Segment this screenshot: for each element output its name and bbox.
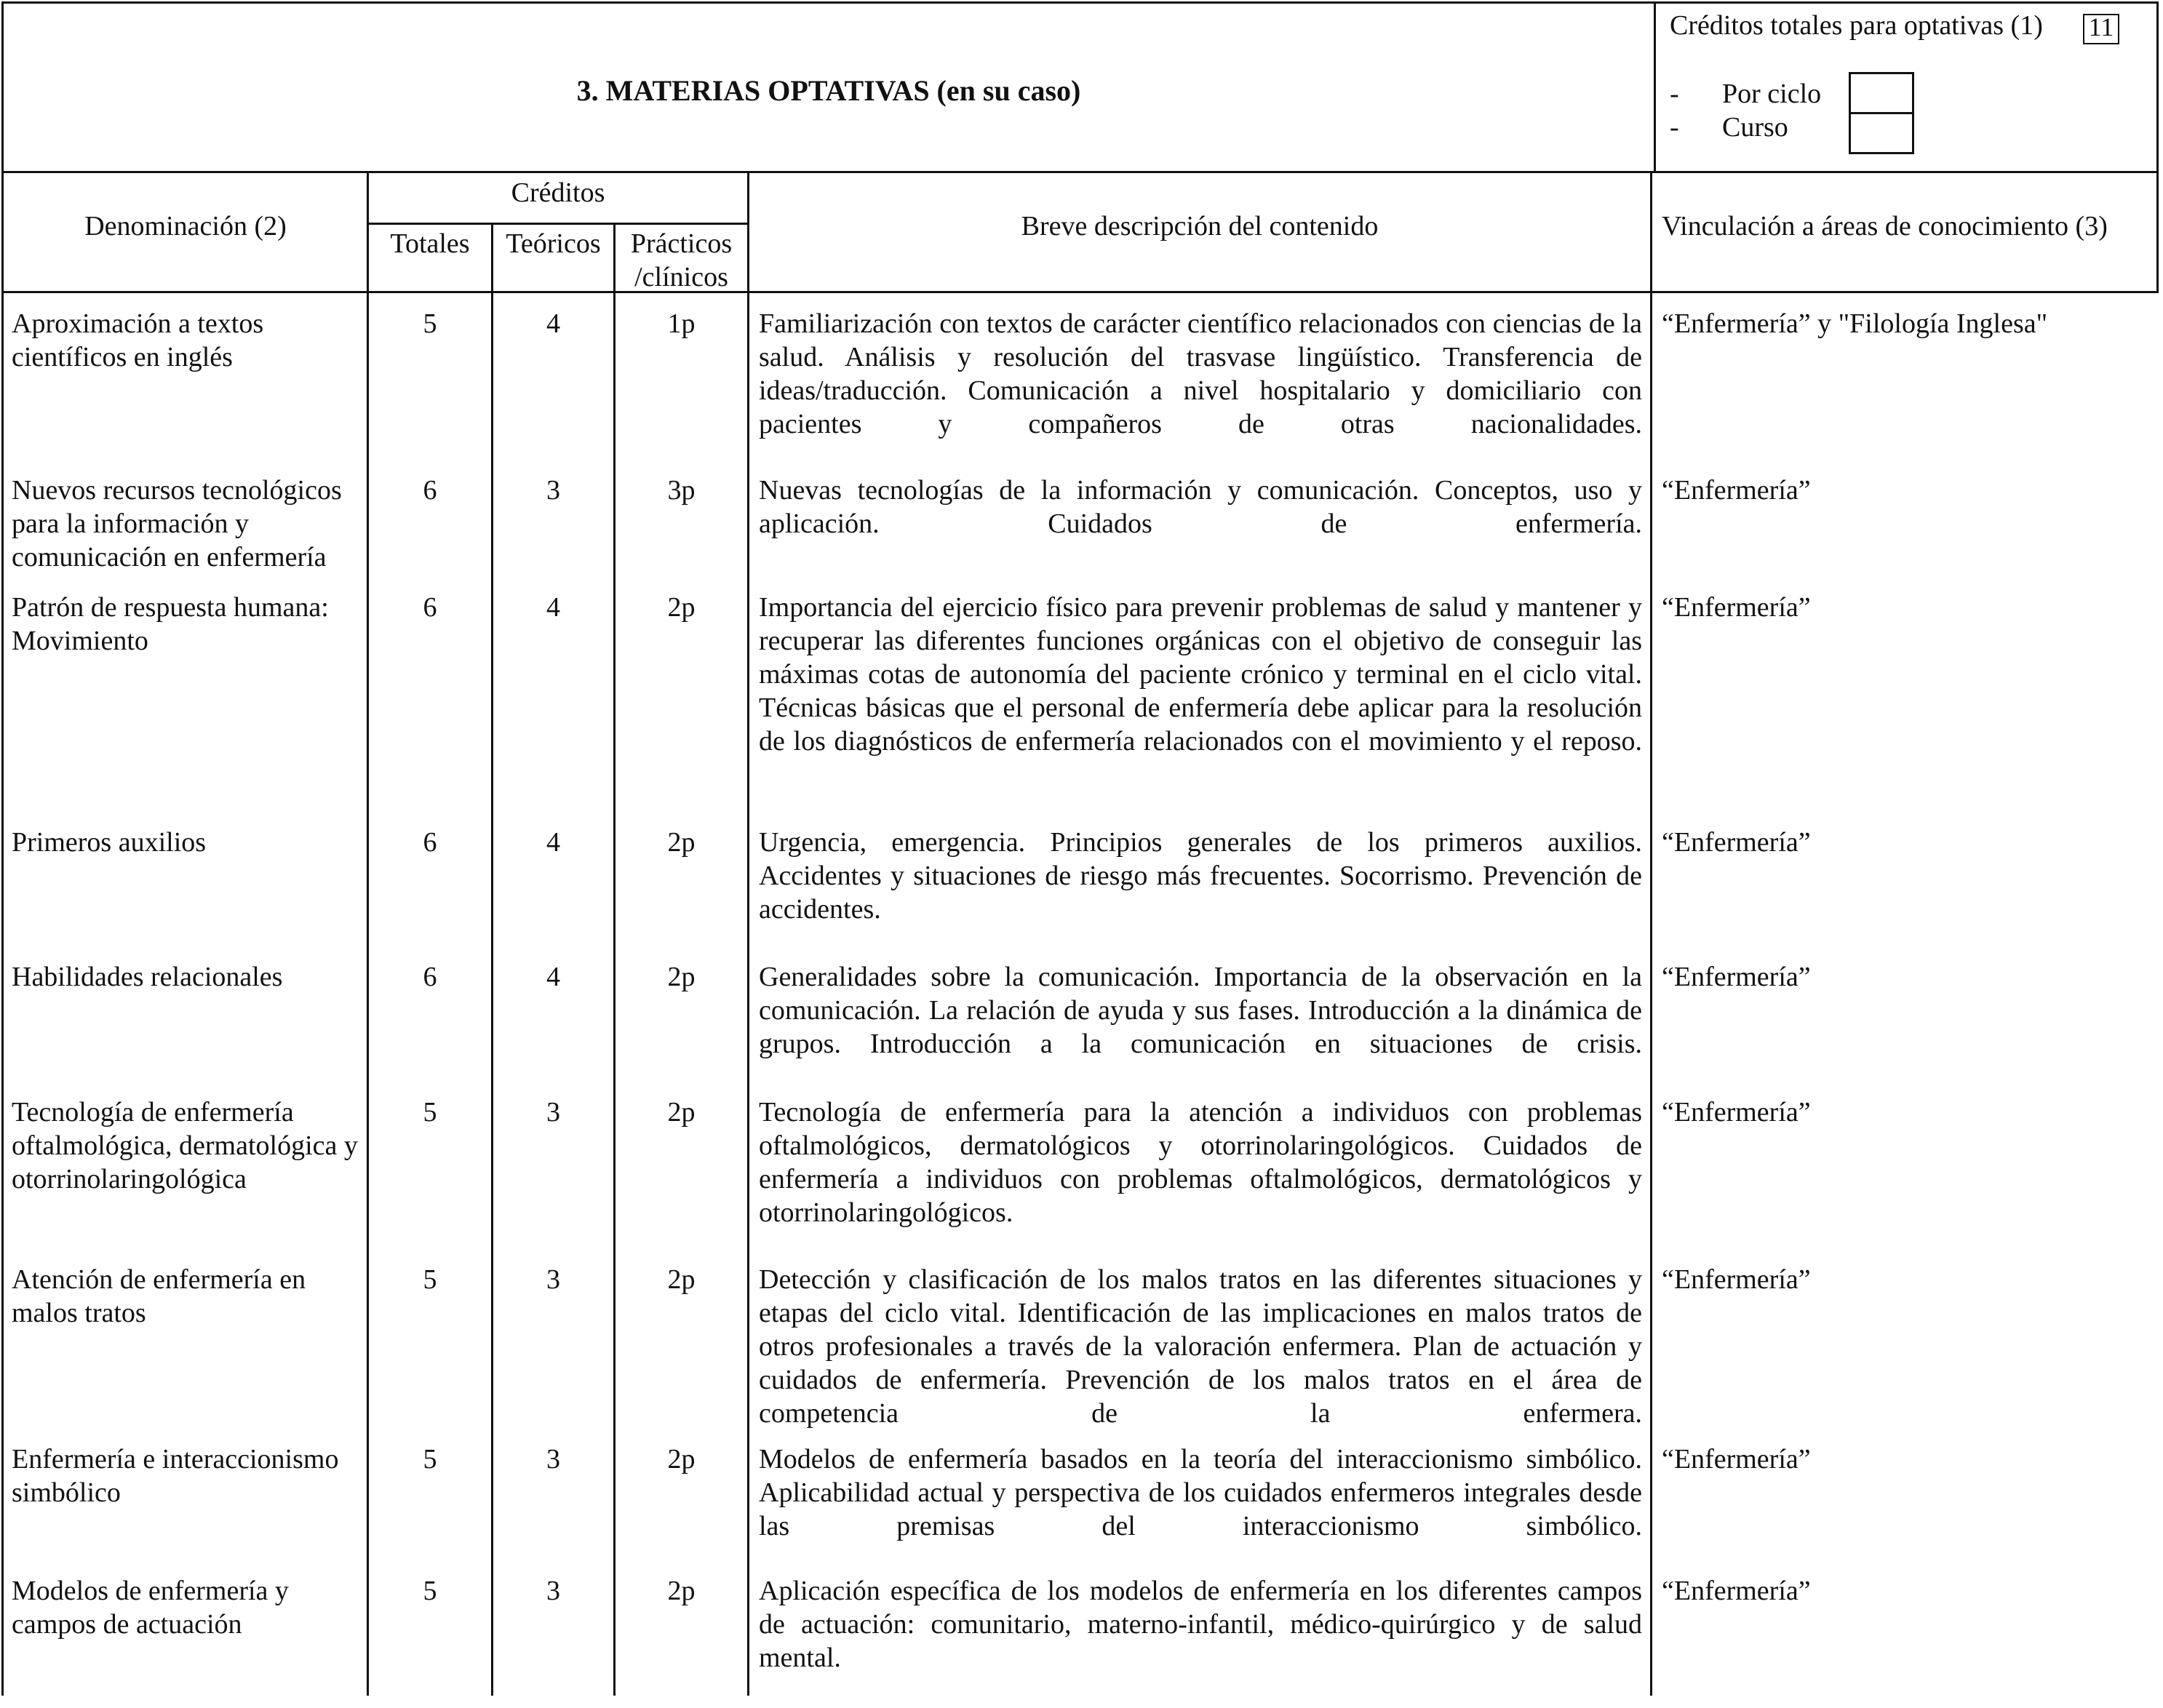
total-credits-box: [2082, 12, 2121, 46]
curso-box: [1849, 112, 1914, 154]
header-divider: [1654, 4, 1656, 171]
col-denominacion: Denominación (2): [84, 211, 287, 242]
row-practicos: 2p: [667, 1264, 696, 1295]
row-area: “Enfermería”: [1662, 827, 1811, 858]
row-description: Aplicación específica de los modelos de enfermería en los diferentes campos de actuación: comunitario, materno-infantil, médico-quirúrgico y de salud mental.: [759, 1576, 1642, 1673]
row-totales: 5: [423, 308, 437, 339]
col-descripcion: Breve descripción del contenido: [1021, 211, 1379, 242]
col-practicos: [616, 227, 747, 294]
col-sep: [1650, 173, 1652, 1696]
col-creditos: Créditos: [511, 177, 605, 208]
row-area: “Enfermería”: [1662, 1444, 1811, 1474]
row-name: Atención de enfermería en malos tratos: [12, 1264, 306, 1328]
col-practicos-line1: Prácticos: [630, 228, 733, 259]
curso-label: Curso: [1722, 112, 1788, 143]
row-teoricos: 3: [546, 1097, 560, 1128]
row-description: Familiarización con textos de carácter científico relacionados con ciencias de la salud. Análisis y resolución del trasvase lingüístico. Transferencia de ideas/traducción. Comunicación a nivel hospitalario y domiciliario con pacientes y compañeros de otras nacionalidades.: [759, 308, 1642, 439]
col-sep: [747, 173, 749, 1696]
row-practicos: 2p: [667, 1097, 696, 1128]
section-header: [1, 1, 2159, 173]
row-area: “Enfermería”: [1662, 1264, 1811, 1295]
row-teoricos: 4: [546, 827, 560, 858]
row-area: “Enfermería”: [1662, 1097, 1811, 1128]
col-practicos-line2: /clínicos: [634, 262, 728, 292]
row-practicos: 2p: [667, 1444, 696, 1474]
total-credits-value: 11: [2088, 12, 2114, 41]
row-name: Patrón de respuesta humana: Movimiento: [12, 592, 329, 656]
row-totales: 6: [423, 475, 437, 506]
header-bottom-line: [1, 291, 2159, 293]
row-teoricos: 4: [546, 962, 560, 992]
row-name: Nuevos recursos tecnológicos para la información y comunicación en enfermería: [12, 475, 342, 572]
row-totales: 6: [423, 592, 437, 623]
row-description: Modelos de enfermería basados en la teoría del interaccionismo simbólico. Aplicabilidad actual y perspectiva de los cuidados enfermeros integrales desde las premisas del interaccionismo simbólico.: [759, 1444, 1642, 1541]
row-practicos: 2p: [667, 1576, 696, 1606]
row-teoricos: 3: [546, 1444, 560, 1474]
row-totales: 5: [423, 1576, 437, 1606]
row-name: Tecnología de enfermería oftalmológica, dermatológica y otorrinolaringológica: [12, 1097, 358, 1194]
row-description: Generalidades sobre la comunicación. Importancia de la observación en la comunicación. La relación de ayuda y sus fases. Introducción a la dinámica de grupos. Introducción a la comunicación en situaciones de crisis.: [759, 962, 1642, 1059]
row-name: Habilidades relacionales: [12, 962, 283, 992]
por-ciclo-box: [1849, 72, 1914, 114]
row-teoricos: 4: [546, 592, 560, 623]
row-area: “Enfermería”: [1662, 475, 1811, 506]
row-totales: 5: [423, 1264, 437, 1295]
row-practicos: 2p: [667, 592, 696, 623]
row-totales: 6: [423, 827, 437, 858]
row-totales: 5: [423, 1097, 437, 1128]
row-practicos: 3p: [667, 475, 696, 506]
row-description: Nuevas tecnologías de la información y comunicación. Conceptos, uso y aplicación. Cuidados de enfermería.: [759, 475, 1642, 539]
col-vinculacion: Vinculación a áreas de conocimiento (3): [1662, 211, 2108, 242]
table-border-right: [2156, 173, 2159, 292]
row-name: Aproximación a textos científicos en inglés: [12, 308, 264, 372]
por-ciclo-label: Por ciclo: [1722, 79, 1822, 109]
row-name: Primeros auxilios: [12, 827, 207, 858]
row-description: Detección y clasificación de los malos tratos en las diferentes situaciones y etapas del ciclo vital. Identificación de las implicaciones en malos tratos de otros profesionales a través de la valoración enfermera. Plan de actuación y cuidados de enfermería. Prevención de los malos tratos en el área de competencia de la enfermera.: [759, 1264, 1642, 1429]
creditos-sub-line: [367, 223, 749, 225]
row-area: “Enfermería”: [1662, 962, 1811, 992]
row-teoricos: 3: [546, 1576, 560, 1606]
col-teoricos: Teóricos: [506, 228, 601, 259]
row-area: “Enfermería”: [1662, 1576, 1811, 1606]
row-name: Enfermería e interaccionismo simbólico: [12, 1444, 339, 1508]
row-practicos: 1p: [667, 308, 696, 339]
row-practicos: 2p: [667, 827, 696, 858]
row-description: Importancia del ejercicio físico para prevenir problemas de salud y mantener y recuperar las diferentes funciones orgánicas con el objetivo de conseguir las máximas cotas de autonomía del paciente crónico y terminal en el ciclo vital. Técnicas básicas que el personal de enfermería debe aplicar para la resolución de los diagnósticos de enfermería relacionados con el movimiento y el reposo.: [759, 592, 1642, 757]
row-totales: 6: [423, 962, 437, 992]
dash: -: [1670, 79, 1679, 109]
table-border-left: [1, 173, 4, 1696]
row-area: “Enfermería”: [1662, 592, 1811, 623]
row-practicos: 2p: [667, 962, 696, 992]
row-description: Tecnología de enfermería para la atención a individuos con problemas oftalmológicos, dermatológicos y otorrinolaringológicos. Cuidados de enfermería a individuos con problemas oftalmológicos, dermatológicos y otorrinolaringológicos.: [759, 1097, 1642, 1228]
row-name: Modelos de enfermería y campos de actuación: [12, 1576, 289, 1640]
row-teoricos: 3: [546, 475, 560, 506]
col-totales: Totales: [390, 228, 470, 259]
row-totales: 5: [423, 1444, 437, 1474]
row-area: “Enfermería” y "Filología Inglesa": [1662, 308, 2048, 339]
section-title: 3. MATERIAS OPTATIVAS (en su caso): [576, 74, 1081, 107]
row-teoricos: 3: [546, 1264, 560, 1295]
dash: -: [1670, 112, 1679, 143]
total-credits-label: Créditos totales para optativas (1): [1670, 10, 2043, 41]
row-description: Urgencia, emergencia. Principios generales de los primeros auxilios. Accidentes y situaciones de riesgo más frecuentes. Socorrismo. Prevención de accidentes.: [759, 827, 1642, 925]
row-teoricos: 4: [546, 308, 560, 339]
